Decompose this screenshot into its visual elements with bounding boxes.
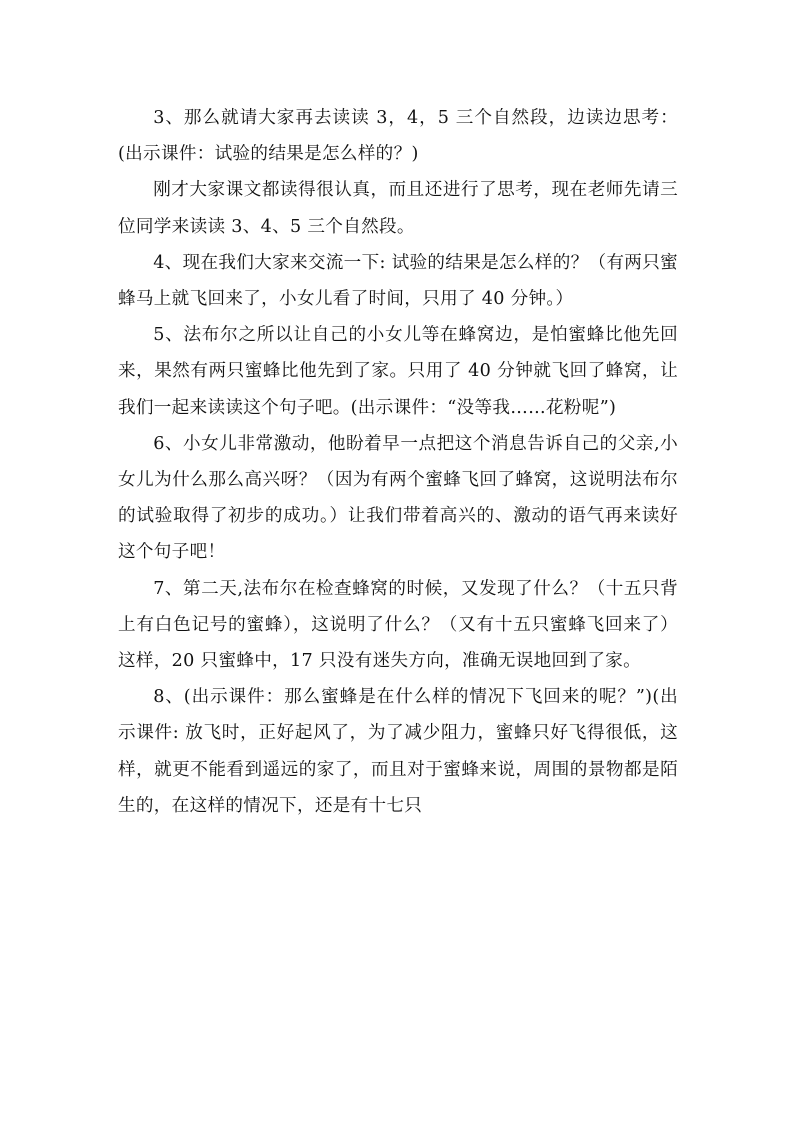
paragraph-8: 8、(出示课件：那么蜜蜂是在什么样的情况下飞回来的呢？”)(出示课件: 放飞时，正好起风了，为了减少阻力，蜜蜂只好飞得很低，这样，就更不能看到遥远的家了，而且对于蜜蜂来说，周围的景物都是陌生的，在这样的情况下，还是有十七只	[118, 687, 678, 816]
paragraph-4: 4、现在我们大家来交流一下: 试验的结果是怎么样的？（有两只蜜蜂马上就飞回来了，小女儿看了时间，只用了 40 分钟。）	[118, 252, 678, 310]
paragraph-teacher-note: 刚才大家课文都读得很认真，而且还进行了思考，现在老师先请三位同学来读读 3、4、5 三个自然段。	[118, 180, 678, 237]
body-text	[118, 100, 678, 824]
paragraph-5: 5、法布尔之所以让自己的小女儿等在蜂窝边，是怕蜜蜂比他先回来，果然有两只蜜蜂比他先到了家。只用了 40 分钟就飞回了蜂窝，让我们一起来读读这个句子吧。(出示课件：“没等我……花粉呢”)	[118, 325, 678, 418]
paragraph-6: 6、小女儿非常激动，他盼着早一点把这个消息告诉自己的父亲,小女儿为什么那么高兴呀？（因为有两个蜜蜂飞回了蜂窝，这说明法布尔的试验取得了初步的成功。）让我们带着高兴的、激动的语气再来读好这个句子吧！	[118, 433, 678, 563]
paragraph-3: 3、那么就请大家再去读读 3，4，5 三个自然段，边读边思考：(出示课件：试验的结果是怎么样的？)	[118, 108, 678, 165]
paragraph-7: 7、第二天,法布尔在检查蜂窝的时候，又发现了什么？（十五只背上有白色记号的蜜蜂），这说明了什么？（又有十五只蜜蜂飞回来了）这样，20 只蜜蜂中，17 只没有迷失方向，准确无误地回到了家。	[118, 578, 678, 672]
